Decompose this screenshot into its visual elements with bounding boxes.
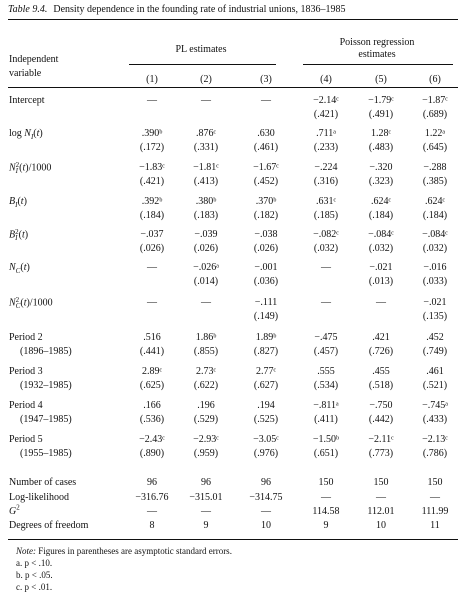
table-cell-se: (.890) [139, 448, 165, 459]
summary-label: Log-likelihood [9, 492, 69, 503]
table-cell: .624ᶜ [424, 196, 446, 207]
table-cell-se: (.149) [253, 311, 279, 322]
table-cell-se: (.183) [193, 210, 219, 221]
table-cell: 1.86ᵇ [195, 332, 217, 343]
table-cell: 1.28ᶜ [370, 128, 392, 139]
table-cell-se: (.525) [253, 414, 279, 425]
table-cell-se: (.032) [422, 243, 448, 254]
summary-cell: −315.01 [189, 492, 223, 503]
table-cell-se: (.645) [422, 142, 448, 153]
footnote-a: a. p < .10. [16, 558, 53, 568]
table-cell: .194 [257, 400, 275, 411]
row-sublabel: (1947–1985) [20, 414, 72, 425]
table-cell: −.084ᶜ [422, 229, 448, 240]
table-cell-se: (.536) [139, 414, 165, 425]
row-label: Intercept [9, 95, 45, 106]
table-cell-se: (.433) [422, 414, 448, 425]
table-cell: −.811ᵃ [313, 400, 339, 411]
table-cell-se: (.033) [422, 276, 448, 287]
table-cell: −.224 [314, 162, 338, 173]
table-cell: −.021 [423, 297, 447, 308]
table-cell: — [321, 297, 331, 308]
table-cell-se: (.483) [368, 142, 394, 153]
table-cell: .166 [143, 400, 161, 411]
table-cell: .370ᵇ [255, 196, 277, 207]
table-cell: −3.05ᶜ [253, 434, 279, 445]
table-cell-se: (.411) [314, 414, 338, 425]
table-cell-se: (.521) [422, 380, 448, 391]
table-cell: −.320 [369, 162, 393, 173]
table-cell: .516 [143, 332, 161, 343]
summary-cell: 11 [430, 520, 440, 531]
summary-cell: 112.01 [367, 506, 395, 517]
summary-cell: 114.58 [312, 506, 340, 517]
row-label: Period 5 [9, 434, 43, 445]
summary-cell: — [261, 506, 271, 517]
bottom-rule [8, 539, 458, 540]
table-cell: −2.14ᶜ [313, 95, 339, 106]
summary-cell: −314.75 [249, 492, 283, 503]
table-cell-se: (.026) [139, 243, 165, 254]
note-text: Figures in parentheses are asymptotic standard errors. [38, 546, 232, 556]
table-cell-se: (.976) [253, 448, 279, 459]
table-cell: −.745ᵃ [422, 400, 448, 411]
table-note [16, 546, 232, 557]
table-number: Table 9.4. [8, 4, 48, 15]
table-cell-se: (.316) [313, 176, 339, 187]
summary-cell: 150 [318, 477, 334, 488]
table-cell: — [261, 95, 271, 106]
table-cell-se: (.013) [368, 276, 394, 287]
table-cell-se: (.385) [422, 176, 448, 187]
table-cell-se: (.855) [193, 346, 219, 357]
table-cell-se: (.534) [313, 380, 339, 391]
table-cell: −1.81ᶜ [193, 162, 219, 173]
stub-header-line1: Independent [9, 54, 59, 65]
table-cell: — [201, 95, 211, 106]
table-cell: −1.83ᶜ [139, 162, 165, 173]
table-cell: 2.77ᶜ [255, 366, 277, 377]
table-cell: −.001 [254, 262, 278, 273]
summary-cell: — [430, 492, 440, 503]
column-header-6: (6) [429, 74, 441, 85]
table-cell: — [147, 95, 157, 106]
table-cell: .631ᶜ [315, 196, 337, 207]
table-cell-se: (.185) [313, 210, 339, 221]
top-rule [8, 19, 458, 20]
table-cell-se: (.651) [313, 448, 339, 459]
table-cell: −1.50ᵇ [312, 434, 340, 445]
summary-cell: 8 [149, 520, 155, 531]
summary-cell: 9 [203, 520, 209, 531]
table-cell-se: (.421) [313, 109, 339, 120]
table-cell-se: (.442) [368, 414, 394, 425]
table-cell-se: (.323) [368, 176, 394, 187]
summary-cell: — [376, 492, 386, 503]
table-cell: .421 [372, 332, 390, 343]
table-cell: −1.79ᶜ [368, 95, 394, 106]
table-cell-se: (.452) [253, 176, 279, 187]
table-cell-se: (.959) [193, 448, 219, 459]
table-cell-se: (.491) [368, 109, 394, 120]
table-cell: −.111 [254, 297, 278, 308]
summary-label: $G^2$ [9, 503, 20, 517]
row-label: $B_I(t)$ [9, 196, 27, 209]
table-cell: −.026ᵃ [193, 262, 219, 273]
summary-label: Number of cases [9, 477, 77, 488]
table-cell: −.038 [254, 229, 278, 240]
table-cell: −.021 [369, 262, 393, 273]
table-cell: .390ᵇ [141, 128, 163, 139]
table-caption [8, 4, 458, 16]
table-cell-se: (.773) [368, 448, 394, 459]
row-label: N 2 C (t)/1000 [9, 296, 53, 310]
summary-cell: 150 [427, 477, 443, 488]
table-cell-se: (.032) [368, 243, 394, 254]
table-title: Density dependence in the founding rate of industrial unions, 1836–1985 [53, 4, 346, 15]
table-cell-se: (.413) [193, 176, 219, 187]
table-cell-se: (.184) [422, 210, 448, 221]
table-cell-se: (.625) [139, 380, 165, 391]
summary-cell: — [147, 506, 157, 517]
table-cell-se: (.622) [193, 380, 219, 391]
stub-header-line2: variable [9, 68, 42, 79]
table-cell-se: (.331) [193, 142, 219, 153]
table-cell: 1.89ᵇ [255, 332, 277, 343]
table-cell: .555 [317, 366, 335, 377]
row-label: $N_C(t)$ [9, 262, 30, 275]
row-label: Period 2 [9, 332, 43, 343]
table-cell: 1.22ᵃ [424, 128, 446, 139]
table-cell: — [376, 297, 386, 308]
summary-cell: 111.99 [421, 506, 449, 517]
table-cell-se: (.627) [253, 380, 279, 391]
row-label: N 2 I (t)/1000 [9, 161, 52, 175]
row-label: $\log N_I(t)$ [9, 128, 43, 141]
table-cell-se: (.827) [253, 346, 279, 357]
table-cell-se: (.529) [193, 414, 219, 425]
column-header-2: (2) [200, 74, 212, 85]
table-cell: −1.67ᶜ [253, 162, 279, 173]
table-cell: — [147, 297, 157, 308]
column-header-5: (5) [375, 74, 387, 85]
table-cell: .630 [257, 128, 275, 139]
row-label: Period 3 [9, 366, 43, 377]
summary-cell: 96 [147, 477, 157, 488]
table-cell-se: (.421) [139, 176, 165, 187]
table-cell-se: (.749) [422, 346, 448, 357]
table-cell: −.037 [140, 229, 164, 240]
table-cell-se: (.036) [253, 276, 279, 287]
table-cell: .711ᵃ [316, 128, 336, 139]
header-rule [8, 87, 458, 88]
summary-cell: — [201, 506, 211, 517]
table-cell: −.750 [369, 400, 393, 411]
row-sublabel: (1955–1985) [20, 448, 72, 459]
table-cell-se: (.441) [139, 346, 165, 357]
summary-cell: −316.76 [135, 492, 169, 503]
table-cell-se: (.135) [422, 311, 448, 322]
summary-cell: 10 [261, 520, 271, 531]
table-cell: −.288 [423, 162, 447, 173]
table-cell: .876ᶜ [195, 128, 217, 139]
table-cell: .380ᵇ [195, 196, 217, 207]
table-cell-se: (.726) [368, 346, 394, 357]
table-cell: .461 [426, 366, 444, 377]
summary-label: Degrees of freedom [9, 520, 89, 531]
group-header-poisson-line2: estimates [358, 49, 396, 60]
table-cell: — [201, 297, 211, 308]
group-header-poisson-line1: Poisson regression [339, 37, 415, 48]
table-cell: .452 [426, 332, 444, 343]
table-cell: — [321, 262, 331, 273]
table-cell-se: (.032) [313, 243, 339, 254]
footnote-b: b. p < .05. [16, 570, 53, 580]
note-label: Note: [16, 546, 36, 556]
table-cell-se: (.689) [422, 109, 448, 120]
table-cell: −.039 [194, 229, 218, 240]
table-cell-se: (.026) [253, 243, 279, 254]
column-header-1: (1) [146, 74, 158, 85]
table-cell: −.475 [314, 332, 338, 343]
table-cell: −2.13ᶜ [422, 434, 448, 445]
table-cell-se: (.182) [253, 210, 279, 221]
summary-cell: 9 [323, 520, 329, 531]
table-cell: .196 [197, 400, 215, 411]
footnote-c: c. p < .01. [16, 582, 53, 592]
summary-cell: 150 [373, 477, 389, 488]
row-label: B 2 I (t) [9, 228, 29, 242]
table-cell: −.082ᶜ [313, 229, 339, 240]
table-cell-se: (.457) [313, 346, 339, 357]
table-cell: 2.73ᶜ [195, 366, 217, 377]
row-sublabel: (1932–1985) [20, 380, 72, 391]
table-cell: −.016 [423, 262, 447, 273]
table-cell: −1.87ᶜ [422, 95, 448, 106]
table-cell-se: (.184) [368, 210, 394, 221]
group-underline-poisson [303, 64, 453, 65]
table-cell: 2.89ᶜ [141, 366, 163, 377]
table-cell-se: (.461) [253, 142, 279, 153]
table-cell: −2.43ᶜ [139, 434, 165, 445]
row-label: Period 4 [9, 400, 43, 411]
table-cell-se: (.518) [368, 380, 394, 391]
group-header-pl: PL estimates [175, 44, 227, 55]
column-header-3: (3) [260, 74, 272, 85]
table-cell-se: (.026) [193, 243, 219, 254]
table-cell: — [147, 262, 157, 273]
table-cell-se: (.786) [422, 448, 448, 459]
table-cell-se: (.014) [193, 276, 219, 287]
row-sublabel: (1896–1985) [20, 346, 72, 357]
table-cell: −.084ᶜ [368, 229, 394, 240]
group-underline-pl [129, 64, 276, 65]
table-cell: .392ᵇ [141, 196, 163, 207]
summary-cell: — [321, 492, 331, 503]
table-cell-se: (.172) [139, 142, 165, 153]
summary-cell: 96 [261, 477, 271, 488]
table-cell: .624ᶜ [370, 196, 392, 207]
table-cell: .455 [372, 366, 390, 377]
table-cell: −2.11ᶜ [368, 434, 394, 445]
table-cell: −2.93ᶜ [193, 434, 219, 445]
table-cell-se: (.233) [313, 142, 339, 153]
summary-cell: 10 [376, 520, 386, 531]
column-header-4: (4) [320, 74, 332, 85]
table-cell-se: (.184) [139, 210, 165, 221]
summary-cell: 96 [201, 477, 211, 488]
